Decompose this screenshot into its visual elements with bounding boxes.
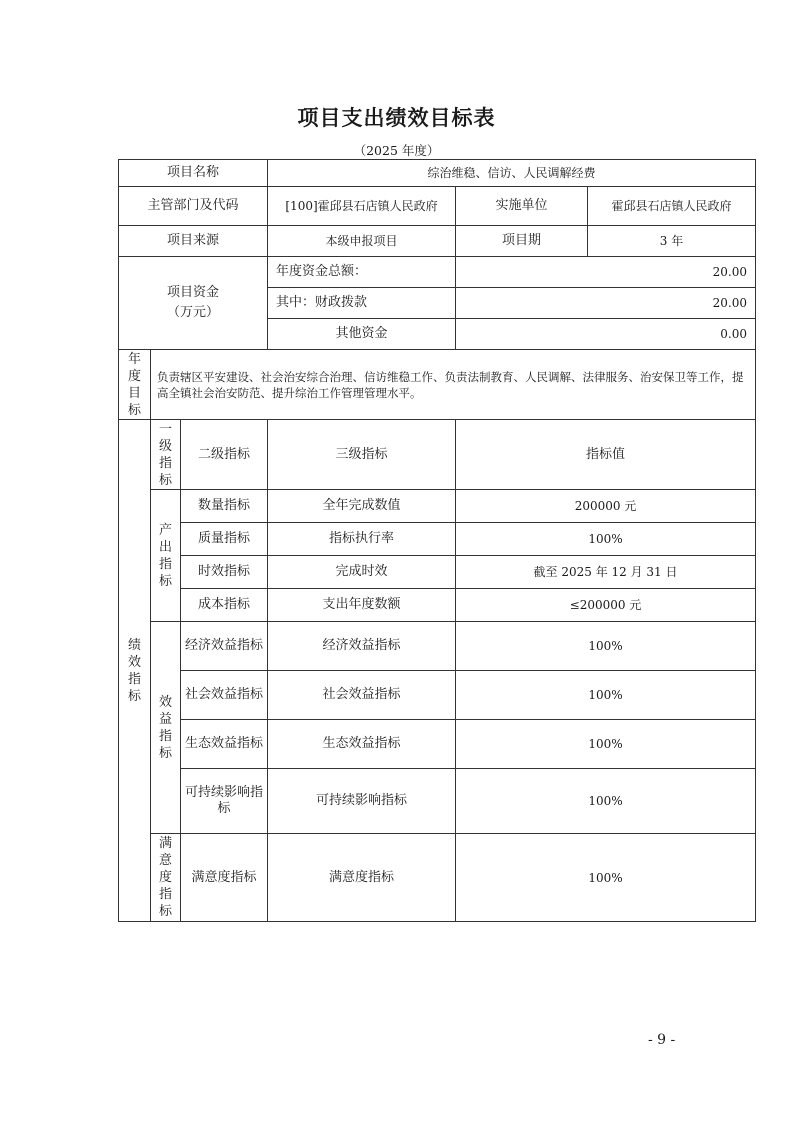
header-value: 指标值 xyxy=(456,420,756,490)
table-row xyxy=(119,720,756,769)
indicator-l2: 时效指标 xyxy=(181,556,268,589)
indicator-l2: 满意度指标 xyxy=(181,834,268,922)
indicator-value: 100% xyxy=(456,769,756,834)
funds-label-text: 项目资金（万元） xyxy=(166,285,219,320)
header-level3: 三级指标 xyxy=(268,420,456,490)
source-label: 项目来源 xyxy=(119,226,268,257)
dept-value: [100]霍邱县石店镇人民政府 xyxy=(268,187,456,226)
benefit-group-label xyxy=(151,622,181,834)
benefit-group-text: 效益指标 xyxy=(158,694,172,761)
project-name-value: 综治维稳、信访、人民调解经费 xyxy=(268,160,756,187)
indicator-l2: 可持续影响指标 xyxy=(181,769,268,834)
indicator-l2: 成本指标 xyxy=(181,589,268,622)
goal-text: 负责辖区平安建设、社会治安综合治理、信访维稳工作、负责法制教育、人民调解、法律服务、治安保卫等工作，提高全镇社会治安防范、提升综治工作管理管理水平。 xyxy=(151,350,756,420)
impl-label: 实施单位 xyxy=(456,187,588,226)
impl-value: 霍邱县石店镇人民政府 xyxy=(588,187,756,226)
row-department xyxy=(119,187,756,226)
table-row xyxy=(119,523,756,556)
indicator-value: 截至 2025 年 12 月 31 日 xyxy=(456,556,756,589)
indicator-l3: 可持续影响指标 xyxy=(268,769,456,834)
indicator-value: 100% xyxy=(456,834,756,922)
indicator-l3: 指标执行率 xyxy=(268,523,456,556)
indicator-l2: 质量指标 xyxy=(181,523,268,556)
indicator-value: 200000 元 xyxy=(456,490,756,523)
indicator-header-row xyxy=(119,420,756,490)
output-group-text: 产出指标 xyxy=(158,522,172,589)
page-number: - 9 - xyxy=(648,1032,676,1048)
satisfaction-group-text: 满意度指标 xyxy=(158,836,172,919)
table-row xyxy=(119,556,756,589)
header-level1-text: 一级指标 xyxy=(158,421,172,488)
indicator-l2: 数量指标 xyxy=(181,490,268,523)
indicator-l2: 社会效益指标 xyxy=(181,671,268,720)
funds-other-value: 0.00 xyxy=(456,319,756,350)
indicator-l3: 满意度指标 xyxy=(268,834,456,922)
indicator-l3: 完成时效 xyxy=(268,556,456,589)
row-annual-goal xyxy=(119,350,756,420)
indicator-value: 100% xyxy=(456,523,756,556)
table-row xyxy=(119,622,756,671)
dept-label: 主管部门及代码 xyxy=(119,187,268,226)
indicator-l2: 经济效益指标 xyxy=(181,622,268,671)
funds-label xyxy=(119,257,268,350)
indicator-l3: 生态效益指标 xyxy=(268,720,456,769)
goal-label xyxy=(119,350,151,420)
header-level2: 二级指标 xyxy=(181,420,268,490)
year-subtitle: （2025 年度） xyxy=(353,143,440,158)
performance-table xyxy=(118,159,756,922)
table-row xyxy=(119,769,756,834)
indicator-l3: 全年完成数值 xyxy=(268,490,456,523)
indicator-l3: 社会效益指标 xyxy=(268,671,456,720)
indicator-l3: 支出年度数额 xyxy=(268,589,456,622)
funds-total-label: 年度资金总额： xyxy=(268,257,456,288)
indicator-value: 100% xyxy=(456,720,756,769)
indicators-section-text: 绩效指标 xyxy=(127,637,141,704)
row-source xyxy=(119,226,756,257)
goal-label-text: 年度目标 xyxy=(127,351,141,418)
table-row xyxy=(119,589,756,622)
indicator-l2: 生态效益指标 xyxy=(181,720,268,769)
funds-other-label: 其他资金 xyxy=(268,319,456,350)
output-group-label xyxy=(151,490,181,622)
project-name-label: 项目名称 xyxy=(119,160,268,187)
funds-fiscal-value: 20.00 xyxy=(456,288,756,319)
funds-fiscal-label: 其中：财政拨款 xyxy=(268,288,456,319)
indicator-l3: 经济效益指标 xyxy=(268,622,456,671)
funds-total-value: 20.00 xyxy=(456,257,756,288)
row-project-name xyxy=(119,160,756,187)
source-value: 本级申报项目 xyxy=(268,226,456,257)
page-title: 项目支出绩效目标表 xyxy=(297,106,496,130)
indicator-value: 100% xyxy=(456,622,756,671)
header-level1 xyxy=(151,420,181,490)
period-value: 3 年 xyxy=(588,226,756,257)
table-row xyxy=(119,671,756,720)
indicator-value: ≤200000 元 xyxy=(456,589,756,622)
row-funds-total xyxy=(119,257,756,288)
satisfaction-group-label xyxy=(151,834,181,922)
table-row xyxy=(119,834,756,922)
table-row xyxy=(119,490,756,523)
period-label: 项目期 xyxy=(456,226,588,257)
indicator-value: 100% xyxy=(456,671,756,720)
indicators-section-label xyxy=(119,420,151,922)
